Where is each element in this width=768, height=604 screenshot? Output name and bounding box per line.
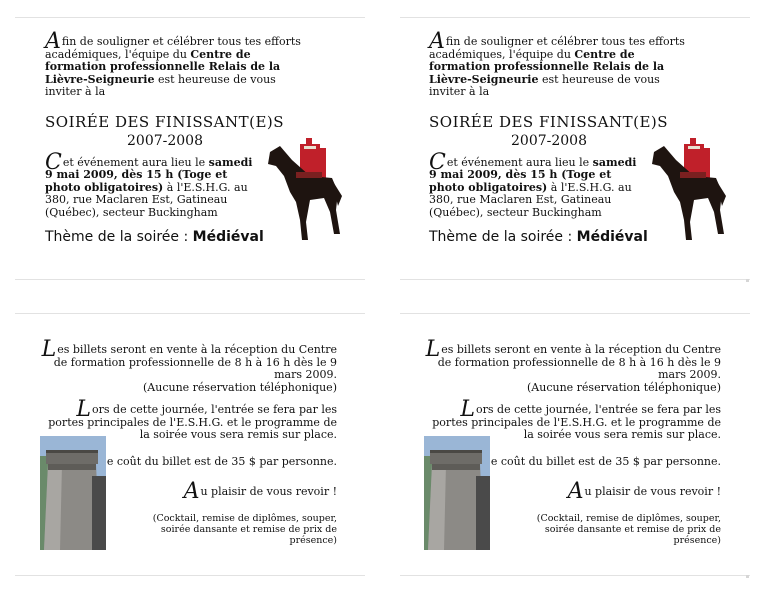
drop-cap: L bbox=[76, 397, 92, 422]
drop-cap: C bbox=[429, 149, 446, 175]
footer-note: (Cocktail, remise de diplômes, souper, soirée dansante et remise de prix de présence) bbox=[152, 512, 337, 546]
tickets-note: (Aucune réservation téléphonique) bbox=[143, 380, 337, 394]
event-year: 2007-2008 bbox=[511, 132, 587, 149]
castle-tower-photo bbox=[424, 436, 490, 550]
drop-cap: A bbox=[429, 29, 445, 54]
theme-line: Thème de la soirée : Médiéval bbox=[429, 229, 648, 245]
day-paragraph: Lors de cette journée, l'entrée se fera par les portes principales de l'E.S.H.G. et le programme de la soirée vous sera remis sur place. bbox=[48, 397, 337, 441]
theme-line: Thème de la soirée : Médiéval bbox=[45, 229, 264, 245]
drop-cap: C bbox=[45, 149, 62, 175]
drop-cap: L bbox=[425, 337, 441, 362]
tickets-paragraph: Les billets seront en vente à la réception du Centre de formation professionnelle de 8 h à 16 h dès le 9 mars 2009. (Aucune réservation téléphonique) bbox=[41, 337, 337, 394]
farewell-paragraph: Au plaisir de vous revoir ! bbox=[183, 479, 337, 504]
divider bbox=[15, 313, 365, 314]
drop-cap: A bbox=[567, 479, 584, 504]
event-title: SOIRÉE DES FINISSANT(E)S bbox=[45, 112, 285, 131]
intro-paragraph: Afin de souligner et célébrer tous tes efforts académiques, l'équipe du Centre de formation professionnelle Relais de la Lièvre-Seigneurie est heureuse de vous inviter à la bbox=[45, 29, 301, 98]
event-paragraph: Cet événement aura lieu le samedi 9 mai 2009, dès 15 h (Toge et photo obligatoires) à l'E.S.H.G. au 380, rue Maclaren Est, Gatineau (Québec), secteur Buckingham bbox=[429, 149, 637, 219]
tickets-note: (Aucune réservation téléphonique) bbox=[527, 380, 721, 394]
divider bbox=[15, 17, 365, 18]
farewell-paragraph: Au plaisir de vous revoir ! bbox=[567, 479, 721, 504]
price-paragraph: e coût du billet est de 35 $ par personne. bbox=[40, 456, 337, 469]
knight-on-horse-illustration bbox=[266, 136, 344, 246]
footer-note: (Cocktail, remise de diplômes, souper, soirée dansante et remise de prix de présence) bbox=[536, 512, 721, 546]
crop-mark bbox=[746, 575, 749, 578]
drop-cap: L bbox=[41, 337, 57, 362]
event-year: 2007-2008 bbox=[127, 132, 203, 149]
knight-on-horse-illustration bbox=[650, 136, 728, 246]
drop-cap: L bbox=[460, 397, 476, 422]
divider bbox=[400, 313, 750, 314]
divider bbox=[400, 17, 750, 18]
drop-cap: A bbox=[183, 479, 200, 504]
event-paragraph: Cet événement aura lieu le samedi 9 mai 2009, dès 15 h (Toge et photo obligatoires) à l'E.S.H.G. au 380, rue Maclaren Est, Gatineau (Québec), secteur Buckingham bbox=[45, 149, 253, 219]
intro-paragraph: Afin de souligner et célébrer tous tes efforts académiques, l'équipe du Centre de formation professionnelle Relais de la Lièvre-Seigneurie est heureuse de vous inviter à la bbox=[429, 29, 685, 98]
drop-cap: A bbox=[45, 29, 61, 54]
price-paragraph: e coût du billet est de 35 $ par personne. bbox=[424, 456, 721, 469]
event-title: SOIRÉE DES FINISSANT(E)S bbox=[429, 112, 669, 131]
castle-tower-photo bbox=[40, 436, 106, 550]
tickets-paragraph: Les billets seront en vente à la réception du Centre de formation professionnelle de 8 h à 16 h dès le 9 mars 2009. (Aucune réservation téléphonique) bbox=[425, 337, 721, 394]
day-paragraph: Lors de cette journée, l'entrée se fera par les portes principales de l'E.S.H.G. et le programme de la soirée vous sera remis sur place. bbox=[432, 397, 721, 441]
